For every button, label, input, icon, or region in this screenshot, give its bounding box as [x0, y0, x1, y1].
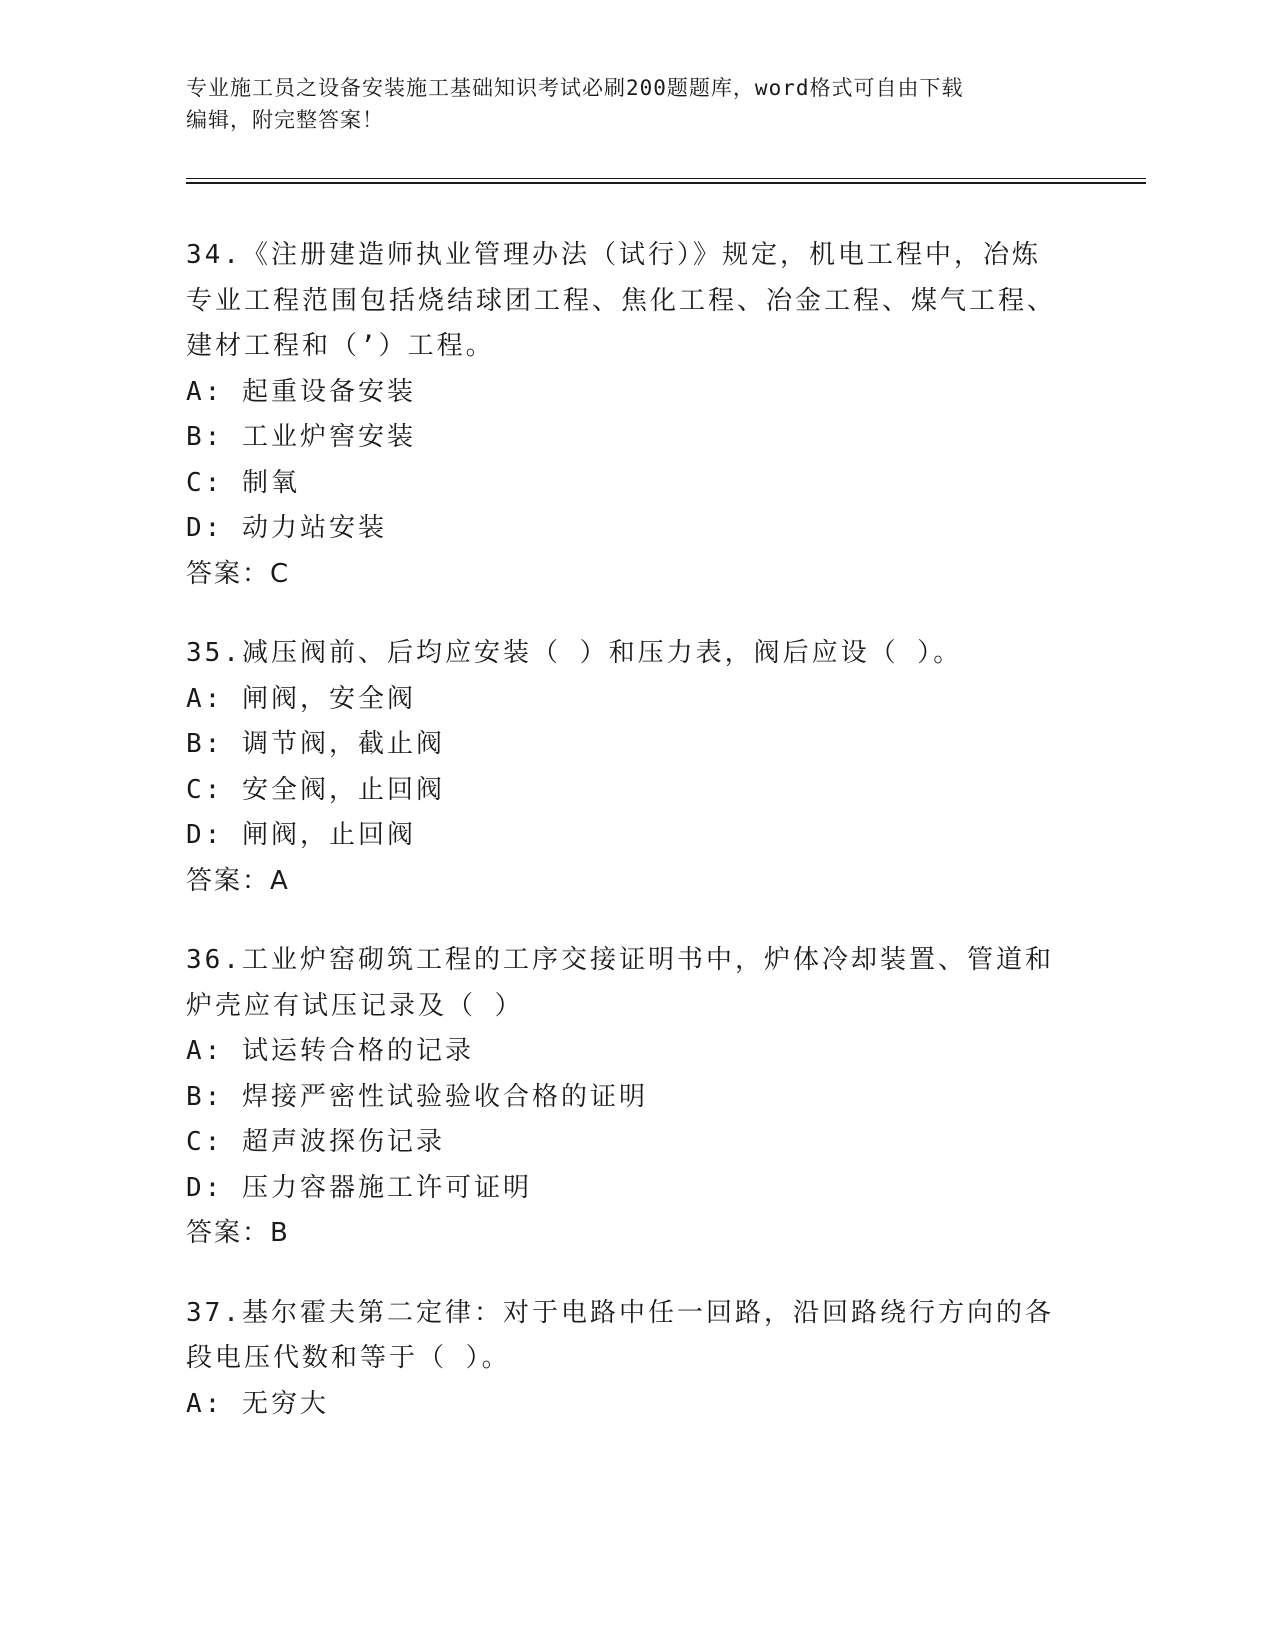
option-a: A: 试运转合格的记录	[186, 1036, 474, 1066]
answer-line: 答案：A	[186, 865, 290, 896]
question-stem: 37.基尔霍夫第二定律：对于电路中任一回路，沿回路绕行方向的各段电压代数和等于（ ）。	[186, 1297, 1054, 1373]
question-35	[186, 631, 1066, 904]
option-a: A: 起重设备安装	[186, 376, 416, 407]
question-stem: 34.《注册建造师执业管理办法（试行）》规定，机电工程中，冶炼专业工程范围包括烧结球团工程、焦化工程、冶金工程、煤气工程、建材工程和（’）工程。	[186, 240, 1057, 361]
question-list	[186, 233, 1066, 1461]
option-c: C: 超声波探伤记录	[186, 1127, 445, 1157]
option-b: B: 工业炉窖安装	[186, 422, 416, 452]
answer-line: 答案：B	[186, 1218, 290, 1248]
header-divider-thin	[186, 178, 1146, 179]
document-header	[186, 72, 1066, 136]
option-c: C: 制氧	[186, 467, 300, 498]
answer-line: 答案：C	[186, 558, 291, 589]
question-stem: 36.工业炉窑砌筑工程的工序交接证明书中，炉体冷却装置、管道和炉壳应有试压记录及（ ）	[186, 945, 1054, 1021]
question-37	[186, 1291, 1066, 1428]
header-divider-thick	[186, 182, 1146, 184]
option-d: D: 闸阀，止回阀	[186, 820, 416, 850]
question-36	[186, 938, 1066, 1257]
option-d: D: 压力容器施工许可证明	[186, 1172, 532, 1203]
option-b: B: 焊接严密性试验验收合格的证明	[186, 1081, 648, 1112]
option-b: B: 调节阀，截止阀	[186, 729, 445, 759]
header-line-1: 专业施工员之设备安装施工基础知识考试必刷200题题库，word格式可自由下载	[186, 76, 964, 100]
question-stem: 35.减压阀前、后均应安装（ ）和压力表，阀后应设（ ）。	[186, 638, 963, 668]
option-d: D: 动力站安装	[186, 513, 387, 543]
question-34	[186, 233, 1066, 597]
option-a: A: 闸阀，安全阀	[186, 683, 416, 714]
header-line-2: 编辑，附完整答案！	[186, 108, 384, 132]
option-a: A: 无穷大	[186, 1388, 329, 1419]
option-c: C: 安全阀，止回阀	[186, 774, 445, 805]
